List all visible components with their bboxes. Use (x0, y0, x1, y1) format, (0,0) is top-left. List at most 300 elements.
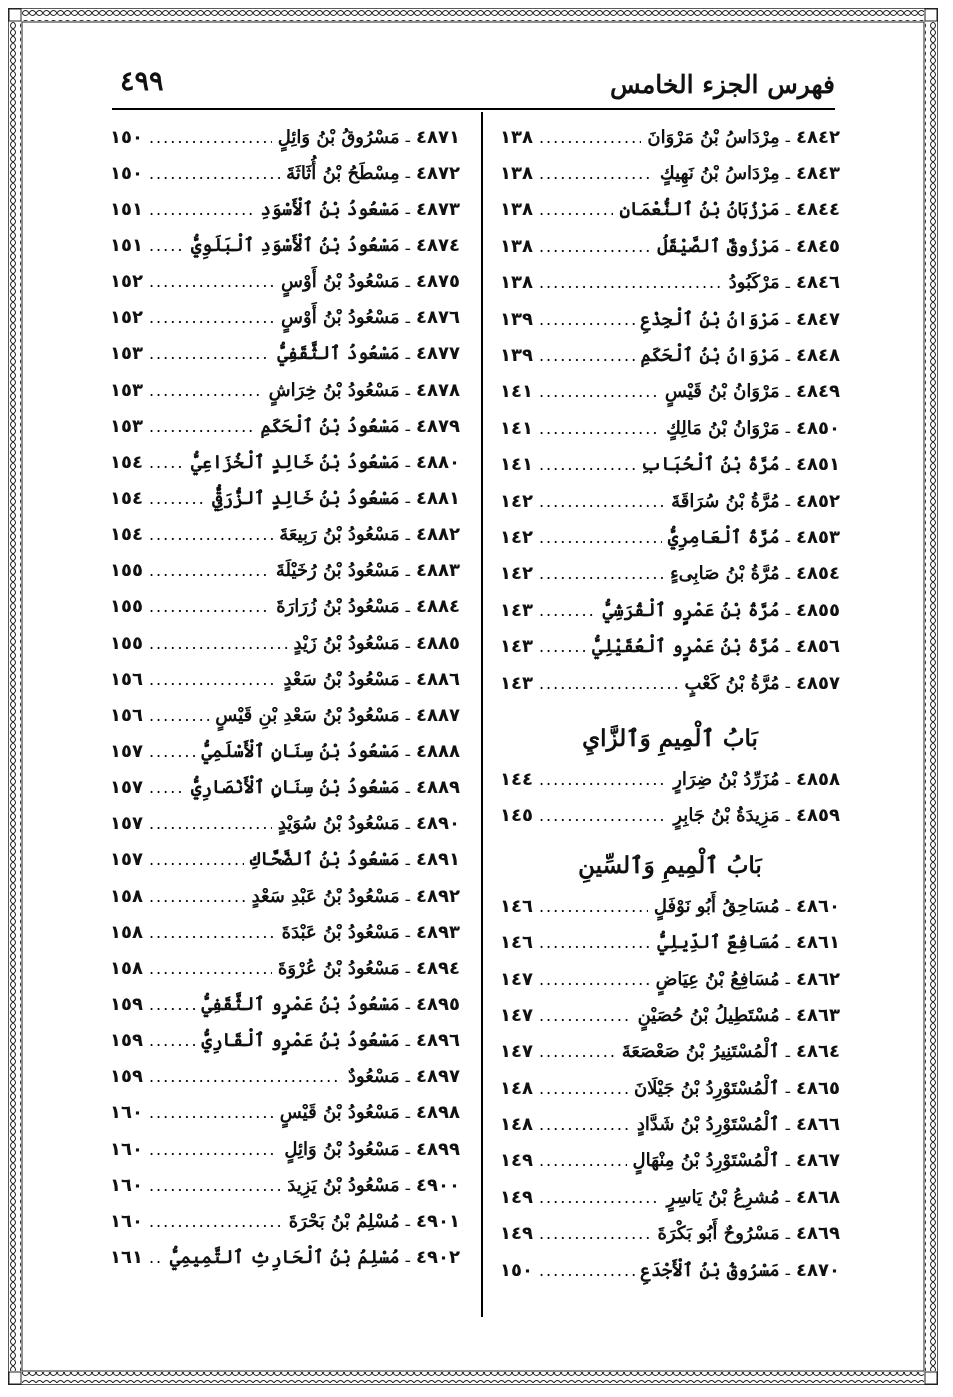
entry-name: مَسْعُودُ ٱلثَّقَفِيُّ (277, 343, 400, 365)
entry-number: ٤٨٤٧ (796, 308, 840, 330)
index-entry (500, 961, 840, 997)
index-entry (500, 265, 840, 301)
index-entry (500, 1143, 840, 1179)
entry-number: ٤٨٨٩ (416, 777, 460, 799)
leader-dots (149, 887, 246, 906)
entry-name: مُسَاحِقُ أَبُو نَوْفَلٍ (653, 895, 780, 917)
entry-page: ١٥٩ (110, 993, 143, 1015)
leader-dots (539, 237, 651, 256)
entry-name: مُرَّةُ بْنُ عَمْرٍو ٱلْقُرَشِيُّ (602, 599, 780, 621)
index-entry (500, 1106, 840, 1142)
leader-dots (149, 308, 275, 327)
index-entry (500, 119, 840, 155)
entry-dash: ـ (785, 419, 791, 438)
entry-number: ٤٨٦٧ (796, 1150, 840, 1172)
entry-page: ١٤٢ (500, 490, 533, 512)
entry-name: مَرْوَانُ بْنُ ٱلْجِذْعِ (640, 308, 780, 330)
entry-page: ١٣٩ (500, 308, 533, 330)
entry-number: ٤٨٩٦ (416, 1030, 460, 1052)
entry-dash: ـ (785, 310, 791, 329)
entry-page: ١٤٦ (500, 895, 533, 917)
entry-dash: ـ (785, 382, 791, 401)
entry-name: مِرْدَاسُ بْنُ نَهِيكٍ (659, 163, 780, 185)
leader-dots (539, 1151, 627, 1170)
entry-number: ٤٨٦٤ (796, 1041, 840, 1063)
index-entry (500, 228, 840, 264)
entry-dash: ـ (405, 128, 411, 147)
leader-dots (539, 1224, 652, 1243)
entry-page: ١٥٢ (110, 271, 143, 293)
entry-number: ٤٨٨٣ (416, 560, 460, 582)
entry-name: مَسْعُودُ بْنُ عُرْوَةَ (277, 957, 400, 979)
entry-page: ١٤٨ (500, 1077, 533, 1099)
entry-dash: ـ (785, 1188, 791, 1207)
leader-dots (539, 310, 635, 329)
leader-dots (149, 706, 209, 725)
entry-number: ٤٨٦٨ (796, 1186, 840, 1208)
leader-dots (539, 637, 586, 656)
entry-dash: ـ (405, 381, 411, 400)
entry-name: مَسْعُودُ بْنُ سِنَانٍ ٱلْأَسْلَمِيُّ (201, 740, 400, 762)
entry-dash: ـ (405, 742, 411, 761)
index-entry (500, 1179, 840, 1215)
entry-name: مَسْعُودُ بْنُ ٱلضَّحَّاكِ (249, 849, 400, 871)
entry-name: مُسْلِمُ بْنُ بَحْرَةَ (288, 1210, 400, 1232)
index-entry (500, 556, 840, 592)
entry-dash: ـ (405, 561, 411, 580)
leader-dots (149, 778, 185, 797)
entry-name: مُرَّةُ بْنُ عَمْرٍو ٱلْعُقَيْلِيُّ (592, 636, 780, 658)
entry-dash: ـ (785, 200, 791, 219)
index-entry (110, 589, 460, 625)
entry-page: ١٥٢ (110, 307, 143, 329)
entry-number: ٤٨٤٤ (796, 199, 840, 221)
entry-number: ٤٩٠٢ (416, 1246, 460, 1268)
entry-number: ٤٨٦٢ (796, 968, 840, 990)
entry-name: مُرَّةُ بْنُ صَابِىءٍ (670, 563, 780, 585)
entry-page: ١٥٣ (110, 379, 143, 401)
entry-dash: ـ (785, 1042, 791, 1061)
entry-page: ١٥٨ (110, 921, 143, 943)
leader-dots (149, 164, 280, 183)
index-entry (110, 950, 460, 986)
entry-page: ١٤٩ (500, 1223, 533, 1245)
entry-dash: ـ (785, 637, 791, 656)
entry-name: مَسْعُودُ بْنُ زَيْدٍ (293, 632, 400, 654)
index-entry (110, 625, 460, 661)
page-title: فهرس الجزء الخامس (609, 70, 835, 99)
index-entry (110, 697, 460, 733)
entry-dash: ـ (405, 597, 411, 616)
entry-dash: ـ (785, 564, 791, 583)
entry-page: ١٥٤ (110, 524, 143, 546)
entry-name: مَسْعُودٌ (347, 1066, 400, 1088)
entry-page: ١٤٧ (500, 1041, 533, 1063)
index-entry (110, 1131, 460, 1167)
entry-name: مُزَرِّدُ بْنُ ضِرَارٍ (673, 768, 780, 790)
entry-page: ١٤١ (500, 381, 533, 403)
leader-dots (149, 742, 196, 761)
leader-dots (149, 634, 288, 653)
entry-number: ٤٨٥٤ (796, 563, 840, 585)
index-entry (500, 665, 840, 701)
entry-name: مَزِيدَةُ بْنُ جَابِرٍ (673, 805, 780, 827)
entry-dash: ـ (785, 273, 791, 292)
entry-number: ٤٨٦٦ (796, 1114, 840, 1136)
entry-page: ١٥٥ (110, 632, 143, 654)
entry-page: ١٥٨ (110, 957, 143, 979)
leader-dots (149, 200, 255, 219)
entry-name: مَسْعُودُ بْنُ خِرَاشٍ (268, 379, 400, 401)
entry-name: مَسْعُودُ بْنُ خَالِدٍ ٱلزُّرَقِيُّ (212, 487, 400, 509)
entry-name: ٱلْمُسْتَوْرِدُ بْنُ مِنْهَالٍ (632, 1150, 780, 1172)
index-entry (500, 410, 840, 446)
entry-page: ١٥٧ (110, 813, 143, 835)
entry-page: ١٥٧ (110, 777, 143, 799)
entry-number: ٤٨٧٤ (416, 234, 460, 256)
index-entry (500, 1252, 840, 1288)
leader-dots (149, 1103, 274, 1122)
index-entry (110, 191, 460, 227)
entry-name: مَسْعُودُ بْنُ وَائِلٍ (284, 1138, 400, 1160)
entry-page: ١٥٤ (110, 487, 143, 509)
entry-dash: ـ (405, 489, 411, 508)
entry-dash: ـ (785, 528, 791, 547)
entry-dash: ـ (785, 1079, 791, 1098)
entry-name: مَسْعُودُ بْنُ ٱلْحَكَمِ (260, 415, 400, 437)
leader-dots (539, 528, 662, 547)
entry-number: ٤٨٩٥ (416, 993, 460, 1015)
entry-page: ١٥٤ (110, 451, 143, 473)
index-entry (110, 336, 460, 372)
leader-dots (539, 674, 678, 693)
entry-name: مُسَافِعٌ ٱلدِّيلِيُّ (657, 932, 780, 954)
entry-name: مَسْعُودُ بْنُ رُخَيْلَةَ (275, 560, 400, 582)
entry-page: ١٦٠ (110, 1138, 143, 1160)
entry-number: ٤٨٩٤ (416, 957, 460, 979)
entry-name: مَسْعُودُ بْنُ أَوْسٍ (281, 271, 400, 293)
left-column (110, 119, 460, 1276)
entry-name: مَسْعُودُ بْنُ خَالِدٍ ٱلْخُزَاعِيُّ (190, 451, 400, 473)
entry-page: ١٥٩ (110, 1030, 143, 1052)
entry-dash: ـ (405, 236, 411, 255)
entry-page: ١٥٨ (110, 885, 143, 907)
entry-page: ١٣٨ (500, 235, 533, 257)
index-entry (500, 628, 840, 664)
page-number: ٤٩٩ (120, 66, 164, 97)
entry-number: ٤٨٧٩ (416, 415, 460, 437)
leader-dots (149, 272, 275, 291)
index-entry (110, 1023, 460, 1059)
entry-name: مَسْعُودُ بْنُ ٱلْأَسْوَدِ ٱلْبَلَوِيُّ (190, 234, 400, 256)
entry-dash: ـ (785, 770, 791, 789)
entry-name: مُسَافِعُ بْنُ عِيَاضٍ (655, 968, 780, 990)
leader-dots (149, 959, 272, 978)
index-entry (500, 924, 840, 960)
entry-page: ١٥١ (110, 234, 143, 256)
entry-page: ١٤٢ (500, 563, 533, 585)
entry-number: ٤٨٩١ (416, 849, 460, 871)
entry-number: ٤٨٤٩ (796, 381, 840, 403)
entry-number: ٤٨٥٠ (796, 417, 840, 439)
entry-number: ٤٨٧٣ (416, 198, 460, 220)
entry-dash: ـ (405, 959, 411, 978)
left-entries (110, 119, 460, 1276)
entry-dash: ـ (405, 1212, 411, 1231)
entry-number: ٤٨٥٦ (796, 636, 840, 658)
leader-dots (149, 670, 278, 689)
entry-dash: ـ (785, 455, 791, 474)
entry-number: ٤٨٨٦ (416, 668, 460, 690)
index-entry (500, 1070, 840, 1106)
leader-dots (149, 1031, 196, 1050)
entry-page: ١٤٣ (500, 672, 533, 694)
leader-dots (149, 561, 270, 580)
entry-page: ١٣٩ (500, 345, 533, 367)
index-entry (500, 519, 840, 555)
index-entry (110, 806, 460, 842)
entry-number: ٤٨٧٨ (416, 379, 460, 401)
entry-page: ١٤٥ (500, 805, 533, 827)
entry-name: مَسْرُوقُ بْنُ وَائِلٍ (277, 126, 400, 148)
entry-name: مُسْلِمُ بْنُ ٱلْحَارِثِ ٱلتَّمِيمِيُّ (169, 1246, 400, 1268)
entry-dash: ـ (785, 1115, 791, 1134)
entry-dash: ـ (405, 1140, 411, 1158)
index-entry (500, 301, 840, 337)
entry-name: مُرَّةُ بْنُ كَعْبٍ (684, 672, 780, 694)
leader-dots (539, 770, 667, 789)
index-entry (500, 337, 840, 373)
index-entry (110, 878, 460, 914)
entry-dash: ـ (785, 1261, 791, 1280)
entry-number: ٤٨٧١ (416, 126, 460, 148)
entry-name: مَسْعُودُ بْنُ رَبِيعَةَ (279, 524, 400, 546)
entry-page: ١٥٧ (110, 740, 143, 762)
entry-dash: ـ (405, 778, 411, 797)
entry-dash: ـ (785, 970, 791, 988)
entry-number: ٤٨٩٧ (416, 1066, 460, 1088)
entry-number: ٤٨٨٥ (416, 632, 460, 654)
leader-dots (149, 923, 276, 942)
index-entry (110, 372, 460, 408)
entry-page: ١٤٦ (500, 932, 533, 954)
leader-dots (539, 1079, 628, 1098)
entry-name: مَسْعُودُ بْنُ زُرَارَةَ (276, 596, 400, 618)
entry-name: مُسْتَطِيلُ بْنُ حُصَيْنٍ (637, 1004, 780, 1026)
index-entry (500, 761, 840, 797)
entry-number: ٤٨٤٨ (796, 345, 840, 367)
entry-name: مَسْعُودُ بْنُ سِنَانٍ ٱلْأَنْصَارِيُّ (190, 777, 400, 799)
entry-page: ١٥٥ (110, 596, 143, 618)
entry-dash: ـ (785, 1151, 791, 1170)
entry-name: ٱلْمُسْتَوْرِدُ بْنُ جَيْلَانَ (633, 1077, 780, 1099)
leader-dots (149, 344, 271, 363)
entry-number: ٤٩٠٠ (416, 1174, 460, 1196)
right-entries-bottom (500, 888, 840, 1288)
entry-dash: ـ (785, 237, 791, 256)
entry-dash: ـ (405, 634, 411, 653)
entry-page: ١٥٦ (110, 704, 143, 726)
leader-dots (539, 806, 667, 825)
entry-dash: ـ (405, 308, 411, 327)
leader-dots (149, 850, 244, 869)
entry-number: ٤٨٧٢ (416, 162, 460, 184)
entry-page: ١٤١ (500, 417, 533, 439)
entry-name: مَرْكَبُودُ (728, 272, 780, 294)
leader-dots (149, 597, 270, 616)
leader-dots (149, 417, 255, 436)
entry-name: مَسْرُوحٌ أَبُو بَكْرَةَ (657, 1223, 780, 1245)
entry-page: ١٥٣ (110, 415, 143, 437)
entry-dash: ـ (405, 525, 411, 544)
entry-name: مَسْعُودُ بْنُ ٱلْأَسْوَدِ (260, 198, 400, 220)
index-entry (110, 300, 460, 336)
entry-name: مَسْعُودُ بْنُ أَوْسٍ (281, 307, 400, 329)
entry-page: ١٤٢ (500, 526, 533, 548)
entry-number: ٤٨٦٠ (796, 895, 840, 917)
entry-dash: ـ (785, 806, 791, 825)
leader-dots (539, 128, 641, 147)
leader-dots (539, 1261, 635, 1280)
leader-dots (149, 1140, 278, 1159)
entry-name: مَسْرُوقُ بْنُ ٱلْأَجْدَعِ (640, 1259, 780, 1281)
entry-dash: ـ (405, 344, 411, 363)
entry-name: مَرْوَانُ بْنُ مَالِكٍ (666, 417, 780, 439)
index-entry (110, 227, 460, 263)
leader-dots (149, 453, 185, 472)
entry-dash: ـ (785, 164, 791, 183)
entry-number: ٤٨٧٠ (796, 1259, 840, 1281)
index-entry (110, 914, 460, 950)
leader-dots (149, 381, 263, 400)
entry-number: ٤٨٥١ (796, 454, 840, 476)
entry-name: مُرَّةُ ٱلْعَامِرِيُّ (667, 526, 780, 548)
entry-name: مَرْزُوقٌ ٱلصَّيْقَلُ (657, 235, 780, 257)
entry-dash: ـ (785, 1224, 791, 1243)
index-entry (110, 1203, 460, 1239)
entry-number: ٤٨٦٩ (796, 1223, 840, 1245)
entry-dash: ـ (405, 1176, 411, 1195)
entry-page: ١٤٩ (500, 1150, 533, 1172)
index-entry (110, 1167, 460, 1203)
leader-dots (539, 1115, 631, 1134)
entry-page: ١٥٠ (110, 162, 143, 184)
leader-dots (539, 897, 648, 916)
entry-number: ٤٨٤٢ (796, 126, 840, 148)
entry-dash: ـ (405, 164, 411, 183)
entry-page: ١٤٣ (500, 636, 533, 658)
entry-name: مُرَّةُ بْنُ سُرَاقَةَ (671, 490, 780, 512)
index-entry (110, 444, 460, 480)
entry-dash: ـ (785, 1006, 791, 1025)
entry-dash: ـ (405, 453, 411, 472)
entry-dash: ـ (405, 1067, 411, 1086)
index-entry (110, 155, 460, 191)
entry-name: مَسْعُودُ بْنُ سُوَيْدٍ (277, 813, 400, 835)
index-entry (500, 888, 840, 924)
index-entry (500, 1034, 840, 1070)
leader-dots (539, 164, 654, 183)
index-entry (110, 1239, 460, 1275)
entry-dash: ـ (405, 814, 411, 833)
entry-name: ٱلْمُسْتَوْرِدُ بْنُ شَدَّادٍ (636, 1114, 780, 1136)
entry-number: ٤٨٧٥ (416, 271, 460, 293)
leader-dots (149, 1176, 281, 1195)
entry-page: ١٦١ (110, 1246, 143, 1268)
index-entry (110, 1059, 460, 1095)
entry-dash: ـ (785, 601, 791, 620)
leader-dots (539, 1188, 661, 1207)
entry-number: ٤٨٤٥ (796, 235, 840, 257)
index-entry (110, 770, 460, 806)
index-entry (110, 553, 460, 589)
entry-number: ٤٨٩٩ (416, 1138, 460, 1160)
entry-number: ٤٨٤٣ (796, 163, 840, 185)
entry-page: ١٦٠ (110, 1102, 143, 1124)
index-entry (110, 986, 460, 1022)
column-divider (481, 112, 483, 1317)
leader-dots (149, 1212, 283, 1231)
entry-name: مُرَّةُ بْنُ ٱلْحُبَابِ (640, 454, 780, 476)
entry-dash: ـ (785, 897, 791, 916)
leader-dots (539, 200, 613, 219)
entry-number: ٤٨٦٣ (796, 1004, 840, 1026)
index-entry (110, 517, 460, 553)
entry-dash: ـ (785, 674, 791, 693)
entry-number: ٤٨٩٣ (416, 921, 460, 943)
leader-dots (149, 236, 185, 255)
entry-dash: ـ (405, 272, 411, 291)
page-header (120, 66, 835, 106)
entry-number: ٤٨٨٧ (416, 704, 460, 726)
leader-dots (539, 601, 597, 620)
right-entries-top (500, 119, 840, 701)
entry-page: ١٣٨ (500, 199, 533, 221)
leader-dots (539, 455, 635, 474)
entry-page: ١٣٨ (500, 163, 533, 185)
entry-number: ٤٨٦١ (796, 932, 840, 954)
entry-number: ٤٨٩٨ (416, 1102, 460, 1124)
entry-number: ٤٨٦٥ (796, 1077, 840, 1099)
leader-dots (539, 1042, 616, 1061)
entry-number: ٤٨٨٤ (416, 596, 460, 618)
index-entry (500, 447, 840, 483)
entry-name: مَسْعُودُ بْنُ يَزِيدَ (287, 1174, 400, 1196)
index-entry (500, 155, 840, 191)
entry-number: ٤٩٠١ (416, 1210, 460, 1232)
entry-page: ١٥١ (110, 198, 143, 220)
leader-dots (539, 492, 665, 511)
entry-page: ١٦٠ (110, 1174, 143, 1196)
index-entry (500, 192, 840, 228)
index-entry (110, 119, 460, 155)
entry-name: مَرْوَانُ بْنُ ٱلْحَكَمِ (640, 345, 780, 367)
entry-page: ١٤٣ (500, 599, 533, 621)
leader-dots (539, 382, 659, 401)
entry-dash: ـ (785, 128, 791, 147)
leader-dots (539, 1006, 632, 1025)
leader-dots (539, 346, 635, 365)
leader-dots (539, 273, 723, 292)
entry-name: مَسْعُودُ بْنُ سَعْدٍ (283, 668, 400, 690)
entry-name: مَرْوَانُ بْنُ قَيْسٍ (664, 381, 780, 403)
entry-number: ٤٨٨١ (416, 487, 460, 509)
entry-number: ٤٨٤٦ (796, 272, 840, 294)
entry-number: ٤٨٨٢ (416, 524, 460, 546)
leader-dots (149, 489, 206, 508)
index-entry (500, 374, 840, 410)
entry-name: مِرْدَاسُ بْنُ مَرْوَانَ (647, 126, 780, 148)
